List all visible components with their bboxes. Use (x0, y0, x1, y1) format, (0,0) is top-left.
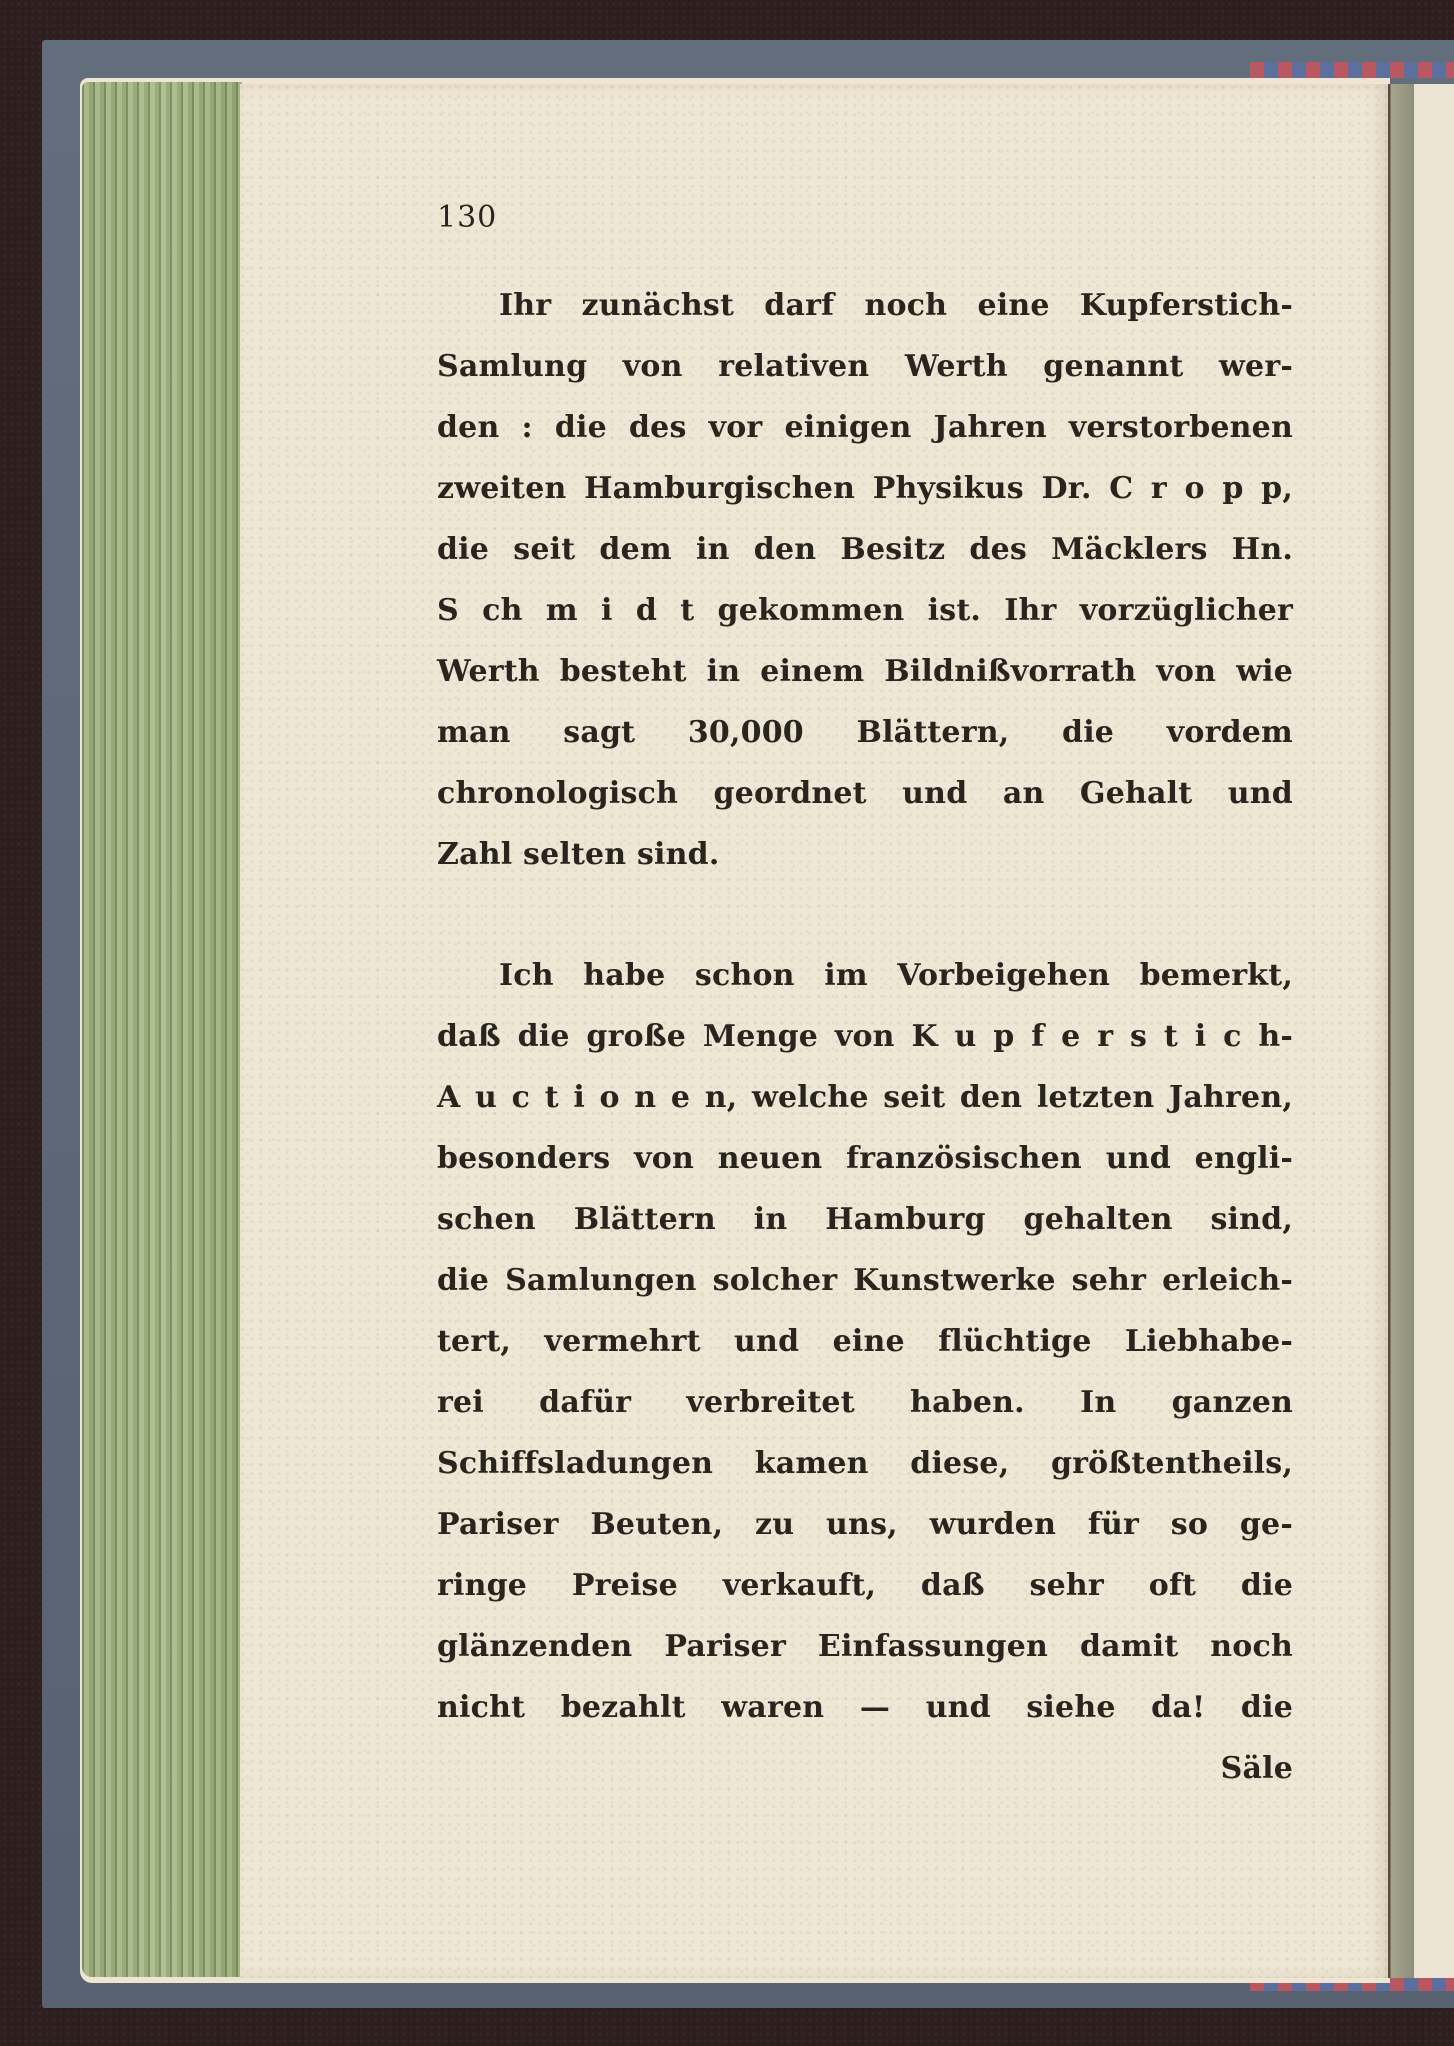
page-text (437, 275, 1293, 1799)
next-page-edge (1414, 84, 1454, 1978)
text-line: besonders von neuen französischen und engli- (437, 1141, 1293, 1176)
text-line: chronologisch geordnet und an Gehalt und (437, 776, 1293, 811)
green-fore-edge (82, 82, 242, 1977)
text-line: die Samlungen solcher Kunstwerke sehr erleich- (437, 1263, 1293, 1298)
text-line: den : die des vor einigen Jahren verstorbenen (437, 410, 1293, 445)
text-line: tert, vermehrt und eine flüchtige Liebhabe- (437, 1324, 1293, 1359)
text-line: Schiffsladungen kamen diese, größtentheils, (437, 1446, 1293, 1481)
text-line: Werth besteht in einem Bildnißvorrath von wie (437, 654, 1293, 689)
catchword: Säle (1220, 1751, 1293, 1786)
page-number: 130 (437, 200, 498, 235)
text-line: daß die große Menge von K u p f e r s t i c h- (437, 1019, 1293, 1054)
text-line: glänzenden Pariser Einfassungen damit noch (437, 1629, 1293, 1664)
headband-top (1250, 62, 1454, 78)
paragraph-2 (437, 945, 1293, 1738)
text-line: zweiten Hamburgischen Physikus Dr. C r o p p, (437, 471, 1293, 506)
text-line: Zahl selten sind. (437, 837, 720, 872)
paragraph-gap (437, 885, 1293, 945)
gutter (1388, 84, 1414, 1978)
text-line: A u c t i o n e n, welche seit den letzten Jahren, (437, 1080, 1293, 1115)
text-line: rei dafür verbreitet haben. In ganzen (437, 1385, 1293, 1420)
text-line: die seit dem in den Besitz des Mäcklers Hn. (437, 532, 1293, 567)
text-line: Samlung von relativen Werth genannt wer- (437, 349, 1293, 384)
text-line: schen Blättern in Hamburg gehalten sind, (437, 1202, 1293, 1237)
text-line: ringe Preise verkauft, daß sehr oft die (437, 1568, 1293, 1603)
text-line: S ch m i d t gekommen ist. Ihr vorzüglicher (437, 593, 1293, 628)
text-line: Ich habe schon im Vorbeigehen bemerkt, (499, 958, 1293, 993)
paragraph-1 (437, 275, 1293, 885)
text-line: man sagt 30,000 Blättern, die vordem (437, 715, 1293, 750)
text-line: Ihr zunächst darf noch eine Kupferstich- (499, 288, 1293, 323)
text-line: Pariser Beuten, zu uns, wurden für so ge- (437, 1507, 1293, 1542)
text-line: nicht bezahlt waren — und siehe da! die (437, 1690, 1293, 1725)
